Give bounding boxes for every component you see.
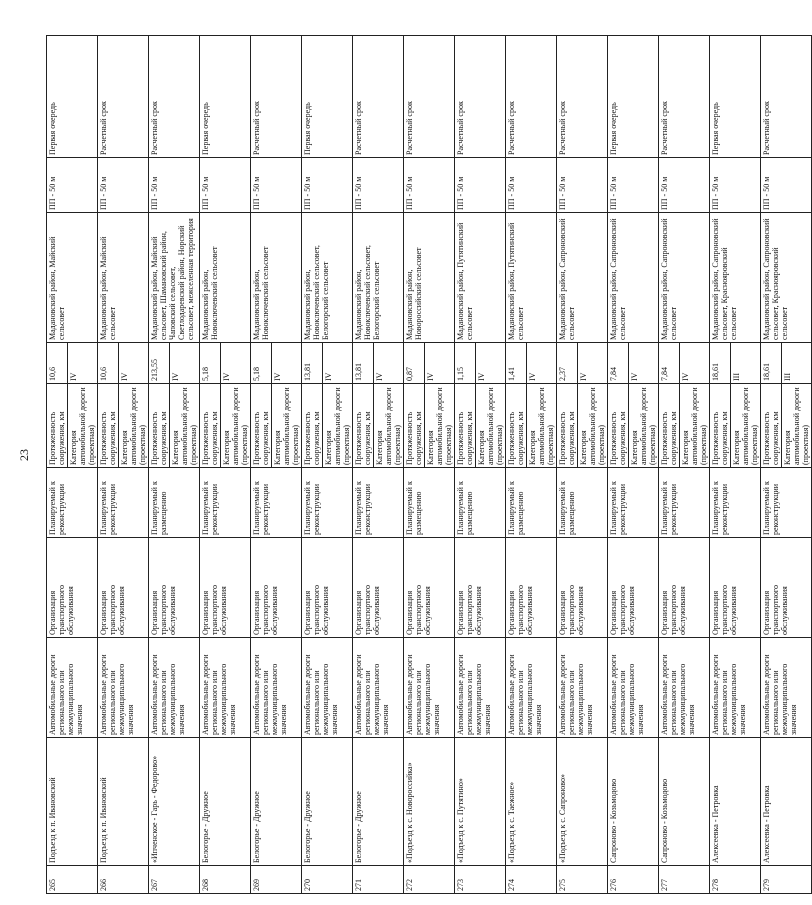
- characteristic-value: IV: [170, 343, 200, 384]
- table-row: [455, 36, 506, 894]
- object-location: Мадановский район, Путятинский сельсовет: [455, 213, 506, 343]
- implementation-stage: Расчетный срок: [455, 36, 506, 158]
- row-number: 266: [98, 866, 149, 894]
- row-number: 265: [47, 866, 98, 894]
- characteristic-row: [251, 343, 272, 467]
- object-location: Мадановский район, Майский сельсовет: [98, 213, 149, 343]
- characteristic-label: Протяженность сооружения, км: [557, 384, 578, 468]
- object-status: Планируемый к размещению: [455, 468, 506, 538]
- characteristic-value: 0,87: [404, 343, 425, 384]
- characteristic-label: Протяженность сооружения, км: [200, 384, 221, 468]
- protection-zone: ПП - 50 м: [98, 158, 149, 213]
- implementation-stage: Первая очередь: [200, 36, 251, 158]
- table-row: [302, 36, 353, 894]
- characteristics-table: [557, 343, 607, 467]
- characteristic-label: Протяженность сооружения, км: [659, 384, 680, 468]
- characteristic-value: IV: [119, 343, 149, 384]
- object-type: Автомобильные дороги регионального или межмуниципального значения: [47, 638, 98, 738]
- table-row: [98, 36, 149, 894]
- object-type: Автомобильные дороги регионального или межмуниципального значения: [302, 638, 353, 738]
- characteristic-value: IV: [272, 343, 302, 384]
- characteristics-cell: [47, 343, 98, 468]
- object-purpose: Организация транспортного обслуживания: [506, 538, 557, 638]
- characteristic-row: [710, 343, 731, 467]
- characteristic-row: [302, 343, 323, 467]
- protection-zone: ПП - 50 м: [659, 158, 710, 213]
- characteristic-row: [68, 343, 98, 467]
- table-row: [506, 36, 557, 894]
- characteristic-row: [629, 343, 659, 467]
- object-name: Сапроново - Козьмодово: [608, 738, 659, 866]
- object-name: Подъезд к п. Ивановский: [98, 738, 149, 866]
- characteristics-cell: [608, 343, 659, 468]
- object-type: Автомобильные дороги регионального или межмуниципального значения: [710, 638, 761, 738]
- object-type: Автомобильные дороги регионального или межмуниципального значения: [149, 638, 200, 738]
- characteristic-label: Протяженность сооружения, км: [506, 384, 527, 468]
- implementation-stage: Первая очередь: [47, 36, 98, 158]
- characteristic-value: 13,81: [353, 343, 374, 384]
- characteristic-label: Категория автомобильной дороги (проектная): [477, 387, 504, 465]
- characteristic-row: [404, 343, 425, 467]
- object-name: Белогорье - Дружное: [200, 738, 251, 866]
- object-status: Планируемый к реконструкции: [608, 468, 659, 538]
- characteristic-row: [455, 343, 476, 467]
- object-location: Мадановский район, Новоключевский сельсовет: [200, 213, 251, 343]
- characteristic-value: 1,41: [506, 343, 527, 384]
- object-purpose: Организация транспортного обслуживания: [659, 538, 710, 638]
- protection-zone: ПП - 50 м: [251, 158, 302, 213]
- implementation-stage: Расчетный срок: [659, 36, 710, 158]
- characteristics-table: [404, 343, 454, 467]
- characteristic-row: [608, 343, 629, 467]
- characteristics-table: [302, 343, 352, 467]
- row-number: 270: [302, 866, 353, 894]
- object-status: Планируемый к реконструкции: [353, 468, 404, 538]
- characteristic-value: IV: [578, 343, 608, 384]
- characteristics-cell: [149, 343, 200, 468]
- protection-zone: ПП - 50 м: [353, 158, 404, 213]
- characteristic-value: 7,84: [608, 343, 629, 384]
- characteristic-value: III: [782, 343, 812, 384]
- implementation-stage: Расчетный срок: [353, 36, 404, 158]
- object-location: Мадановский район, Сапроновский сельсовет: [659, 213, 710, 343]
- characteristics-table: [710, 343, 760, 467]
- row-number: 275: [557, 866, 608, 894]
- characteristic-value: 1,15: [455, 343, 476, 384]
- characteristic-value: 213,55: [149, 343, 170, 384]
- characteristic-label: Протяженность сооружения, км: [251, 384, 272, 468]
- object-location: Мадановский район, Сапроновский сельсовет, Краснояровский сельсовет: [710, 213, 761, 343]
- protection-zone: ПП - 50 м: [302, 158, 353, 213]
- characteristics-table: [251, 343, 301, 467]
- characteristic-row: [170, 343, 200, 467]
- table-row: [353, 36, 404, 894]
- characteristics-cell: [659, 343, 710, 468]
- object-location: Мадановский район, Сапроновский сельсовет: [557, 213, 608, 343]
- object-name: Сапроново - Козьмодово: [659, 738, 710, 866]
- table-row: [659, 36, 710, 894]
- object-type: Автомобильные дороги регионального или межмуниципального значения: [455, 638, 506, 738]
- characteristic-value: 10,6: [98, 343, 119, 384]
- object-location: Мадановский район, Майский сельсовет, Шамановский район, Чаповский сельсовет, Светлодаревский район, Норский сельсовет, межселенная территория: [149, 213, 200, 343]
- protection-zone: ПП - 50 м: [455, 158, 506, 213]
- characteristic-row: [353, 343, 374, 467]
- object-purpose: Организация транспортного обслуживания: [404, 538, 455, 638]
- characteristic-value: 10,6: [47, 343, 68, 384]
- protection-zone: ПП - 50 м: [200, 158, 251, 213]
- characteristic-label: Протяженность сооружения, км: [710, 384, 731, 468]
- characteristic-row: [98, 343, 119, 467]
- implementation-stage: Расчетный срок: [506, 36, 557, 158]
- characteristic-label: Категория автомобильной дороги (проектная): [783, 387, 810, 465]
- object-name: «Подъезд к с. Сапроново»: [557, 738, 608, 866]
- object-type: Автомобильные дороги регионального или межмуниципального значения: [608, 638, 659, 738]
- object-location: Мадановский район, Новоключевский сельсовет: [251, 213, 302, 343]
- characteristics-cell: [455, 343, 506, 468]
- document-sheet: [46, 36, 810, 894]
- characteristic-label: Протяженность сооружения, км: [455, 384, 476, 468]
- object-purpose: Организация транспортного обслуживания: [761, 538, 812, 638]
- object-name: Белогорье - Дружное: [251, 738, 302, 866]
- characteristic-label: Протяженность сооружения, км: [98, 384, 119, 468]
- object-type: Автомобильные дороги регионального или межмуниципального значения: [404, 638, 455, 738]
- object-status: Планируемый к реконструкции: [47, 468, 98, 538]
- table-body: [47, 36, 812, 894]
- object-status: Планируемый к размещению: [149, 468, 200, 538]
- page-number: 23: [16, 449, 31, 461]
- characteristic-value: 5,18: [200, 343, 221, 384]
- characteristic-row: [47, 343, 68, 467]
- object-location: Мадановский район, Майский сельсовет: [47, 213, 98, 343]
- characteristic-value: IV: [374, 343, 404, 384]
- object-location: Мадановский район, Новоключевский сельсовет, Белогорский сельсовет: [302, 213, 353, 343]
- characteristics-cell: [404, 343, 455, 468]
- characteristic-row: [323, 343, 353, 467]
- protection-zone: ПП - 50 м: [761, 158, 812, 213]
- object-type: Автомобильные дороги регионального или межмуниципального значения: [353, 638, 404, 738]
- row-number: 278: [710, 866, 761, 894]
- row-number: 274: [506, 866, 557, 894]
- characteristics-table: [149, 343, 199, 467]
- characteristic-value: 7,84: [659, 343, 680, 384]
- object-purpose: Организация транспортного обслуживания: [455, 538, 506, 638]
- object-status: Планируемый к размещению: [404, 468, 455, 538]
- characteristics-table: [659, 343, 709, 467]
- characteristic-value: IV: [68, 343, 98, 384]
- table-row: [200, 36, 251, 894]
- object-name: «Ипченское - Гарь - Федорово»: [149, 738, 200, 866]
- object-location: Мадановский район, Сапроновский сельсовет: [608, 213, 659, 343]
- characteristic-label: Протяженность сооружения, км: [761, 384, 782, 468]
- characteristic-value: IV: [527, 343, 557, 384]
- protection-zone: ПП - 50 м: [506, 158, 557, 213]
- table-row: [47, 36, 98, 894]
- characteristic-label: Категория автомобильной дороги (проектная): [681, 387, 708, 465]
- characteristics-table: [761, 343, 811, 467]
- object-purpose: Организация транспортного обслуживания: [557, 538, 608, 638]
- characteristic-row: [149, 343, 170, 467]
- characteristic-label: Категория автомобильной дороги (проектная): [426, 387, 453, 465]
- object-status: Планируемый к реконструкции: [200, 468, 251, 538]
- protection-zone: ПП - 50 м: [608, 158, 659, 213]
- characteristic-value: IV: [425, 343, 455, 384]
- characteristics-cell: [557, 343, 608, 468]
- row-number: 273: [455, 866, 506, 894]
- table-row: [608, 36, 659, 894]
- object-status: Планируемый к размещению: [557, 468, 608, 538]
- object-purpose: Организация транспортного обслуживания: [353, 538, 404, 638]
- characteristic-row: [557, 343, 578, 467]
- characteristics-table: [506, 343, 556, 467]
- object-name: «Подъезд к с. Новороссийка»: [404, 738, 455, 866]
- implementation-stage: Расчетный срок: [98, 36, 149, 158]
- characteristics-table: [200, 343, 250, 467]
- objects-table: [46, 35, 812, 894]
- object-purpose: Организация транспортного обслуживания: [47, 538, 98, 638]
- characteristic-row: [578, 343, 608, 467]
- characteristic-row: [506, 343, 527, 467]
- characteristic-row: [659, 343, 680, 467]
- object-purpose: Организация транспортного обслуживания: [710, 538, 761, 638]
- object-status: Планируемый к размещению: [506, 468, 557, 538]
- object-name: «Подъезд к с. Таежное»: [506, 738, 557, 866]
- rotated-table-wrapper: [46, 36, 810, 894]
- protection-zone: ПП - 50 м: [710, 158, 761, 213]
- characteristic-value: 18,61: [710, 343, 731, 384]
- row-number: 268: [200, 866, 251, 894]
- characteristic-label: Категория автомобильной дороги (проектная): [69, 387, 96, 465]
- characteristics-cell: [200, 343, 251, 468]
- object-name: Белогорье - Дружное: [302, 738, 353, 866]
- characteristic-row: [731, 343, 761, 467]
- object-purpose: Организация транспортного обслуживания: [98, 538, 149, 638]
- object-type: Автомобильные дороги регионального или межмуниципального значения: [200, 638, 251, 738]
- table-row: [557, 36, 608, 894]
- characteristics-cell: [506, 343, 557, 468]
- implementation-stage: Первая очередь: [710, 36, 761, 158]
- row-number: 279: [761, 866, 812, 894]
- table-row: [251, 36, 302, 894]
- row-number: 267: [149, 866, 200, 894]
- object-purpose: Организация транспортного обслуживания: [251, 538, 302, 638]
- table-row: [710, 36, 761, 894]
- characteristics-table: [455, 343, 505, 467]
- protection-zone: ПП - 50 м: [404, 158, 455, 213]
- implementation-stage: Расчетный срок: [404, 36, 455, 158]
- object-status: Планируемый к реконструкции: [98, 468, 149, 538]
- object-status: Планируемый к реконструкции: [659, 468, 710, 538]
- object-status: Планируемый к реконструкции: [251, 468, 302, 538]
- characteristics-table: [98, 343, 148, 467]
- implementation-stage: Расчетный срок: [251, 36, 302, 158]
- object-purpose: Организация транспортного обслуживания: [608, 538, 659, 638]
- characteristics-cell: [98, 343, 149, 468]
- object-type: Автомобильные дороги регионального или межмуниципального значения: [761, 638, 812, 738]
- object-purpose: Организация транспортного обслуживания: [149, 538, 200, 638]
- protection-zone: ПП - 50 м: [557, 158, 608, 213]
- characteristic-row: [221, 343, 251, 467]
- characteristic-label: Категория автомобильной дороги (проектная): [222, 387, 249, 465]
- table-row: [404, 36, 455, 894]
- characteristic-label: Протяженность сооружения, км: [47, 384, 68, 468]
- characteristic-value: IV: [629, 343, 659, 384]
- characteristic-value: 2,37: [557, 343, 578, 384]
- object-name: «Подъезд к с. Путятино»: [455, 738, 506, 866]
- implementation-stage: Расчетный срок: [761, 36, 812, 158]
- characteristic-label: Категория автомобильной дороги (проектная): [120, 387, 147, 465]
- characteristics-table: [353, 343, 403, 467]
- characteristic-row: [680, 343, 710, 467]
- characteristic-label: Протяженность сооружения, км: [149, 384, 170, 468]
- object-location: Мадановский район, Новоключевский сельсовет, Белогорский сельсовет: [353, 213, 404, 343]
- row-number: 271: [353, 866, 404, 894]
- characteristic-label: Протяженность сооружения, км: [608, 384, 629, 468]
- object-status: Планируемый к реконструкции: [761, 468, 812, 538]
- characteristics-cell: [761, 343, 812, 468]
- object-status: Планируемый к реконструкции: [710, 468, 761, 538]
- characteristic-row: [272, 343, 302, 467]
- row-number: 277: [659, 866, 710, 894]
- implementation-stage: Расчетный срок: [149, 36, 200, 158]
- characteristic-label: Категория автомобильной дороги (проектная): [732, 387, 759, 465]
- object-type: Автомобильные дороги регионального или межмуниципального значения: [251, 638, 302, 738]
- characteristic-label: Протяженность сооружения, км: [302, 384, 323, 468]
- protection-zone: ПП - 50 м: [149, 158, 200, 213]
- characteristics-table: [608, 343, 658, 467]
- characteristic-label: Протяженность сооружения, км: [404, 384, 425, 468]
- table-row: [761, 36, 812, 894]
- object-location: Мадановский район, Путятинский сельсовет: [506, 213, 557, 343]
- characteristic-row: [761, 343, 782, 467]
- characteristics-table: [47, 343, 97, 467]
- characteristic-value: III: [731, 343, 761, 384]
- characteristic-label: Категория автомобильной дороги (проектная): [273, 387, 300, 465]
- row-number: 269: [251, 866, 302, 894]
- object-purpose: Организация транспортного обслуживания: [200, 538, 251, 638]
- object-name: Белогорье - Дружное: [353, 738, 404, 866]
- characteristic-value: 18,61: [761, 343, 782, 384]
- characteristic-label: Категория автомобильной дороги (проектная): [579, 387, 606, 465]
- characteristic-row: [782, 343, 812, 467]
- row-number: 276: [608, 866, 659, 894]
- characteristics-cell: [302, 343, 353, 468]
- characteristic-label: Категория автомобильной дороги (проектная): [528, 387, 555, 465]
- implementation-stage: Первая очередь: [608, 36, 659, 158]
- object-location: Мадановский район, Сапроновский сельсовет, Краснояровский сельсовет: [761, 213, 812, 343]
- characteristic-row: [425, 343, 455, 467]
- characteristic-row: [476, 343, 506, 467]
- characteristic-value: IV: [323, 343, 353, 384]
- object-name: Подъезд к п. Ивановский: [47, 738, 98, 866]
- characteristic-value: 13,81: [302, 343, 323, 384]
- characteristics-cell: [251, 343, 302, 468]
- object-name: Алексеевка - Петровка: [761, 738, 812, 866]
- characteristic-label: Категория автомобильной дороги (проектная): [171, 387, 198, 465]
- characteristic-value: 5,18: [251, 343, 272, 384]
- characteristic-value: IV: [476, 343, 506, 384]
- characteristic-value: IV: [221, 343, 251, 384]
- object-type: Автомобильные дороги регионального или межмуниципального значения: [98, 638, 149, 738]
- characteristic-label: Категория автомобильной дороги (проектная): [324, 387, 351, 465]
- object-name: Алексеевка - Петровка: [710, 738, 761, 866]
- object-type: Автомобильные дороги регионального или межмуниципального значения: [506, 638, 557, 738]
- object-type: Автомобильные дороги регионального или межмуниципального значения: [557, 638, 608, 738]
- characteristics-cell: [710, 343, 761, 468]
- row-number: 272: [404, 866, 455, 894]
- characteristic-value: IV: [680, 343, 710, 384]
- characteristic-label: Категория автомобильной дороги (проектная): [630, 387, 657, 465]
- characteristic-row: [374, 343, 404, 467]
- object-location: Мадановский район, Новороссийский сельсовет: [404, 213, 455, 343]
- protection-zone: ПП - 50 м: [47, 158, 98, 213]
- characteristic-label: Протяженность сооружения, км: [353, 384, 374, 468]
- object-purpose: Организация транспортного обслуживания: [302, 538, 353, 638]
- implementation-stage: Первая очередь: [302, 36, 353, 158]
- object-status: Планируемый к реконструкции: [302, 468, 353, 538]
- table-row: [149, 36, 200, 894]
- characteristic-row: [119, 343, 149, 467]
- implementation-stage: Расчетный срок: [557, 36, 608, 158]
- characteristic-label: Категория автомобильной дороги (проектная): [375, 387, 402, 465]
- characteristic-row: [527, 343, 557, 467]
- characteristic-row: [200, 343, 221, 467]
- object-type: Автомобильные дороги регионального или межмуниципального значения: [659, 638, 710, 738]
- characteristics-cell: [353, 343, 404, 468]
